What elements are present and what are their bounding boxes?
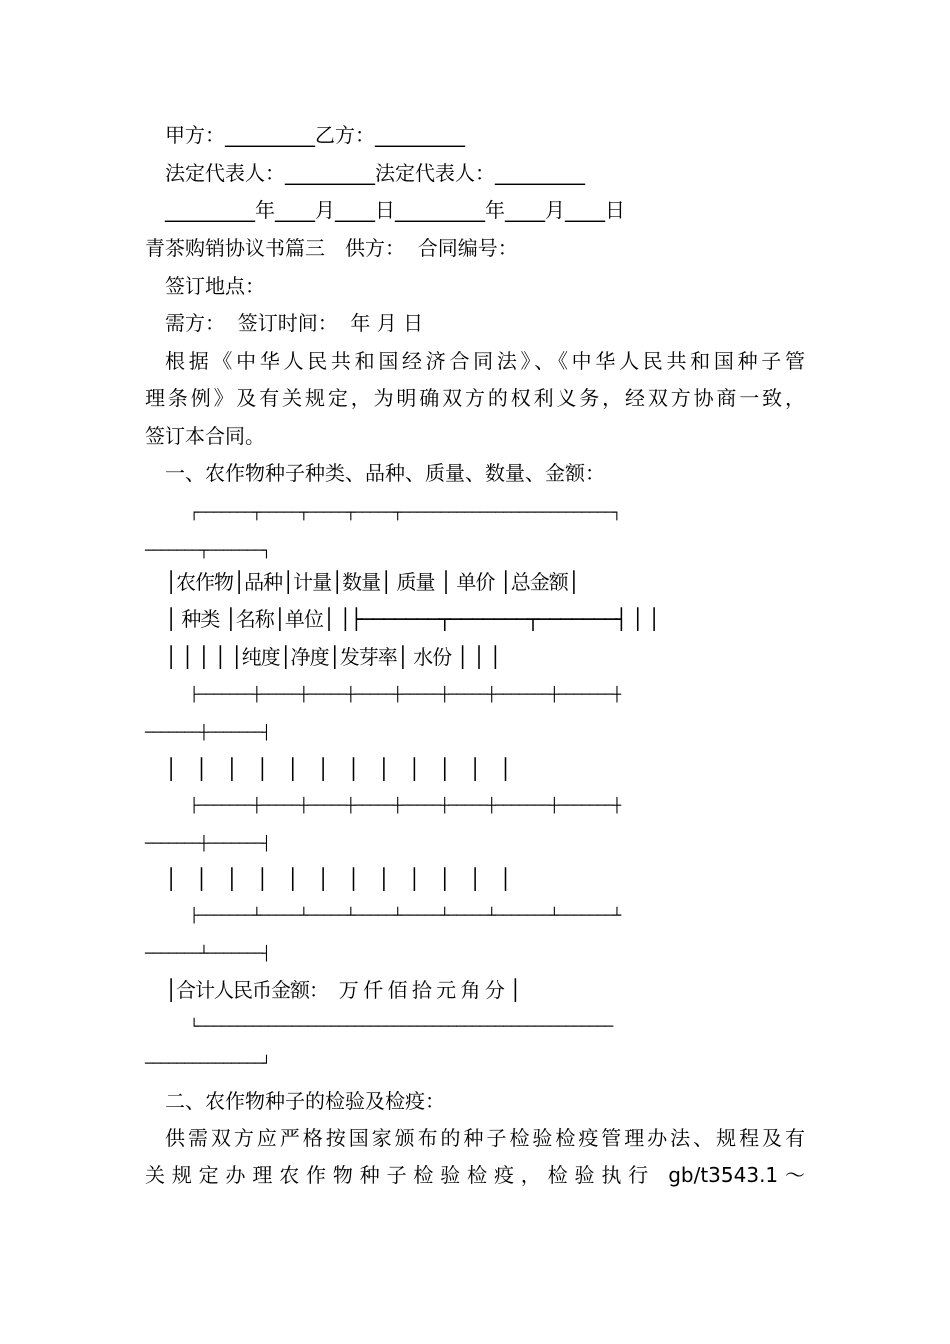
table-header-row: │ 种类 │名称│单位│ │├───────┬───────┬───────┤ │ │ (165, 607, 660, 631)
table-row: │ │ │ │ │ │ │ │ │ │ │ │ (165, 867, 518, 891)
table-border-line: ───────┬───────┐ (145, 543, 271, 559)
table-row: │ │ │ │ │ │ │ │ │ │ │ │ (165, 757, 518, 781)
table-border-line: ├───────┴─────┴─────┴─────┴─────┴─────┴───────┴───────┴ (190, 908, 621, 924)
table-border-line: ───────┼───────┤ (145, 725, 271, 741)
table-header-row: │农作物│品种│计量│数量│ 质量 │ 单价 │总金额│ (165, 570, 579, 594)
table-border-line: ├───────┼─────┼─────┼─────┼─────┼─────┼───────┼───────┼ (190, 687, 621, 703)
table-border-line: ├───────┼─────┼─────┼─────┼─────┼─────┼───────┼───────┼ (190, 798, 621, 814)
table-border-line: └───────────────────────────────────────────────────── (190, 1019, 613, 1035)
section2-heading: 二、农作物种子的检验及检疫： (165, 1089, 445, 1113)
table-border-line: ┌───────┬─────┬─────┬─────┬───────────────────────────┐ (190, 505, 621, 521)
table-header-row: │ │ │ │ │纯度│净度│发芽率│ 水份 │ │ │ (165, 645, 501, 669)
buyer-line: 需方： 签订时间： 年 月 日 (165, 311, 424, 335)
table-border-line: ───────────────┘ (145, 1056, 271, 1072)
section1-heading: 一、农作物种子种类、品种、质量、数量、金额： (165, 461, 605, 485)
legal-rep-line: 法定代表人：_________法定代表人：_________ (165, 161, 585, 185)
table-border-line: ───────┴───────┤ (145, 946, 271, 962)
intro-paragraph-line-1: 根据《中华人民共和国经济合同法》、《中华人民共和国种子管 (165, 349, 805, 373)
date-line: _________年____月____日_________年____月____日 (165, 198, 625, 222)
party-line: 甲方：_________乙方：_________ (165, 123, 465, 147)
intro-paragraph-line-2: 理条例》及有关规定，为明确双方的权利义务，经双方协商一致， (145, 386, 805, 410)
section2-paragraph-line-2: 关规定办理农作物种子检验检疫，检验执行 gb/t3543.1～ (145, 1163, 805, 1187)
intro-paragraph-line-3: 签订本合同。 (145, 424, 265, 448)
table-border-line: ───────┼───────┤ (145, 836, 271, 852)
section2-paragraph-line-1: 供需双方应严格按国家颁布的种子检验检疫管理办法、规程及有 (165, 1126, 805, 1150)
sign-place-line: 签订地点： (165, 274, 265, 298)
section-title-line: 青茶购销协议书篇三 供方： 合同编号： (145, 236, 518, 260)
table-total-row: │合计人民币金额： 万 仟 佰 拾 元 角 分 │ (165, 978, 521, 1002)
